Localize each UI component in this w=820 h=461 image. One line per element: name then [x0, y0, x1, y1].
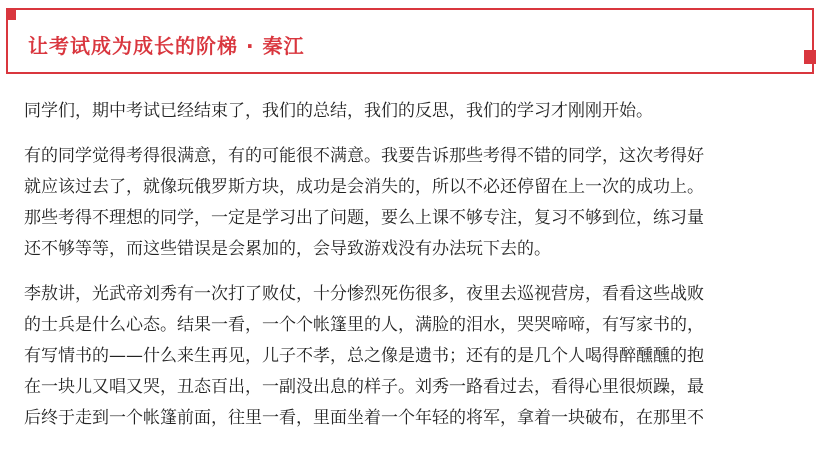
- paragraph-line: 同学们，期中考试已经结束了，我们的总结，我们的反思，我们的学习才刚刚开始。: [24, 101, 653, 121]
- corner-mark-bottom-right: [804, 50, 816, 64]
- paragraph-2: [24, 141, 808, 265]
- paragraph-line: 还不够等等，而这些错误是会累加的，会导致游戏没有办法玩下去的。: [24, 239, 551, 259]
- paragraph-line: 那些考得不理想的同学，一定是学习出了问题，要么上课不够专注，复习不够到位，练习量: [24, 208, 704, 228]
- paragraph-3: [24, 279, 808, 434]
- paragraph-line: 李敖讲，光武帝刘秀有一次打了败仗，十分惨烈死伤很多，夜里去巡视营房，看看这些战败: [24, 284, 704, 304]
- corner-mark-top-left: [6, 8, 16, 20]
- article-body: [24, 96, 808, 448]
- title-frame-left-bar: [6, 20, 8, 74]
- paragraph-1: [24, 96, 808, 127]
- paragraph-line: 的士兵是什么心态。结果一看，一个个帐篷里的人，满脸的泪水，哭哭啼啼，有写家书的，: [24, 315, 704, 335]
- paragraph-line: 有写情书的——什么来生再见，儿子不孝，总之像是遗书；还有的是几个人喝得醉醺醺的抱: [24, 346, 704, 366]
- paragraph-line: 有的同学觉得考得很满意，有的可能很不满意。我要告诉那些考得不错的同学，这次考得好: [24, 146, 704, 166]
- article-title: 让考试成为成长的阶梯 · 秦江: [28, 34, 305, 58]
- paragraph-line: 在一块儿又唱又哭，丑态百出，一副没出息的样子。刘秀一路看过去，看得心里很烦躁，最: [24, 377, 704, 397]
- paragraph-line: 就应该过去了，就像玩俄罗斯方块，成功是会消失的，所以不必还停留在上一次的成功上。: [24, 177, 704, 197]
- paragraph-line: 后终于走到一个帐篷前面，往里一看，里面坐着一个年轻的将军，拿着一块破布，在那里不: [24, 408, 704, 428]
